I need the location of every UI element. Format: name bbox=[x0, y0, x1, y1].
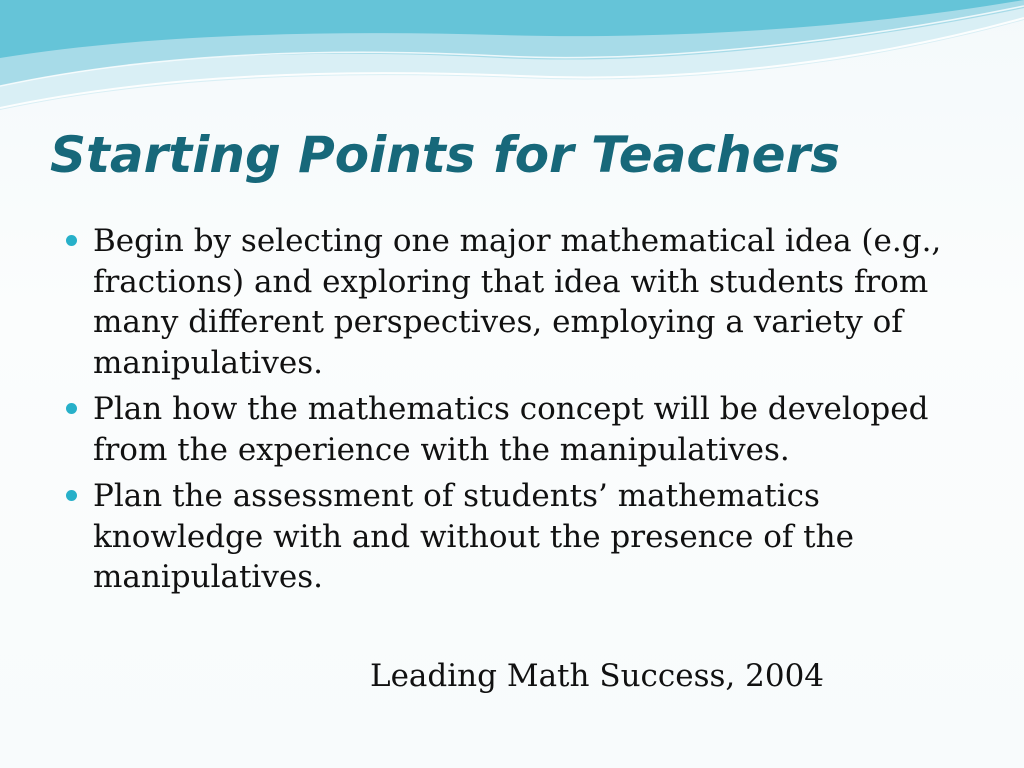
bullet-item bbox=[66, 476, 966, 598]
bullet-dot-icon bbox=[66, 490, 77, 501]
bullet-list bbox=[66, 221, 966, 604]
citation: Leading Math Success, 2004 bbox=[370, 658, 825, 694]
bullet-item bbox=[66, 389, 966, 470]
bullet-text: Plan how the mathematics concept will be developed from the experience with the manipulatives. bbox=[93, 391, 929, 468]
slide-title: Starting Points for Teachers bbox=[50, 126, 840, 184]
bullet-text: Begin by selecting one major mathematical idea (e.g., fractions) and exploring that idea with students from many different perspectives, employing a variety of manipulatives. bbox=[93, 223, 942, 381]
decorative-wave-header bbox=[0, 0, 1024, 140]
bullet-item bbox=[66, 221, 966, 383]
bullet-dot-icon bbox=[66, 235, 77, 246]
bullet-dot-icon bbox=[66, 403, 77, 414]
bullet-text: Plan the assessment of students’ mathematics knowledge with and without the presence of the manipulatives. bbox=[93, 478, 854, 595]
